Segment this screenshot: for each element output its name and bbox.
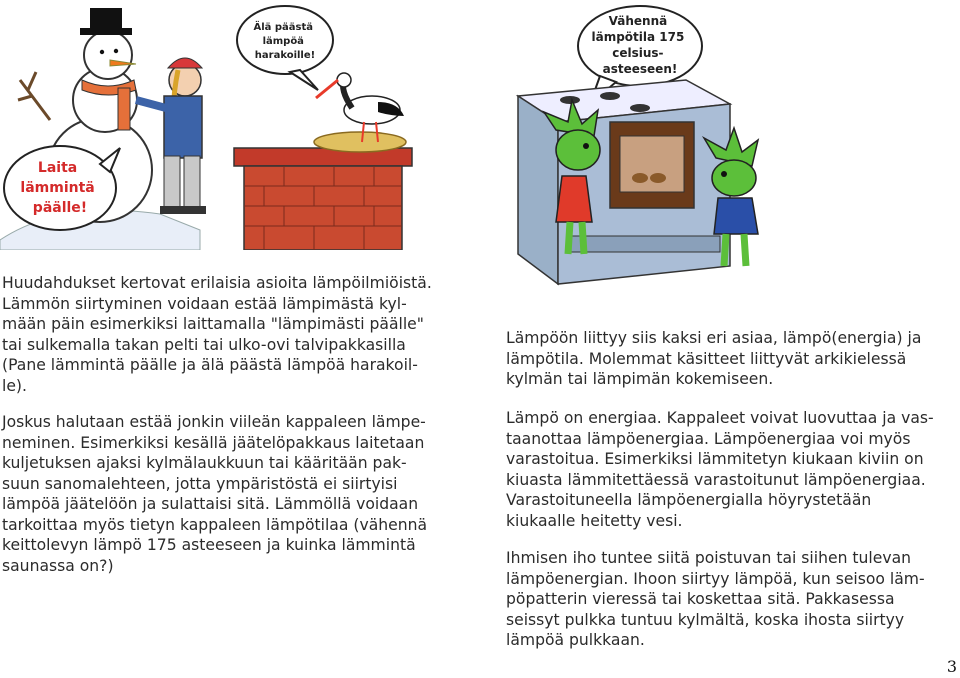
page-number: 3 <box>946 657 957 676</box>
bubble-birds-line1: Älä päästä <box>253 22 314 33</box>
speech-bubble-birds <box>237 6 333 90</box>
right-para-2: Lämpö on energiaa. Kappaleet voivat luovuttaa ja vas- taanottaa lämpöenergiaa. Lämpöenergiaa voi myös varastoitua. Esimerkiksi lämmitetyn kiukaan kiviin on kiuasta lämmitettäessä varastoitunut lämpöenergiaa. Varastoituneella lämpöenergialla höyrystetään kiukaalle heitetty vesi. <box>506 409 934 530</box>
brick-chimney <box>234 132 412 250</box>
bubble-oven-line1: Vähennä <box>608 14 668 28</box>
winter-chimney-illustration <box>0 0 480 250</box>
right-para-1: Lämpöön liittyy siis kaksi eri asiaa, lämpö(energia) ja lämpötila. Molemmat käsitteet liittyvät arkikielessä kylmän tai lämpimän kokemiseen. <box>506 329 922 388</box>
bubble-oven-line4: asteeseen! <box>602 62 678 76</box>
oven <box>518 80 730 284</box>
bubble-warm-line3: päälle! <box>32 200 88 216</box>
left-para-1: Huudahdukset kertovat erilaisia asioita lämpöilmiöistä. Lämmön siirtyminen voidaan estää lämpimästä kyl- mään päin esimerkiksi laittamalla "lämpimästi päälle" tai sulkemalla takan pelti tai ulko-ovi talvipakkasilla (Pane lämmintä päälle ja älä päästä lämpöä harakoil- le). <box>2 274 432 395</box>
bubble-birds-line3: harakoille! <box>254 50 316 61</box>
bubble-warm-line1: Laita <box>37 160 78 176</box>
right-para-3: Ihmisen iho tuntee siitä poistuvan tai siihen tulevan lämpöenergian. Ihoon siirtyy lämpöä, kun seisoo läm- pöpatterin vieressä tai koskettaa sitä. Pakkasessa seissyt pulkka tuntuu kylmältä, koska ihosta siirtyy lämpöä pulkkaan. <box>506 549 925 649</box>
bubble-oven-line3: celsius- <box>612 46 664 60</box>
bubble-birds-line2: lämpöä <box>262 36 304 47</box>
left-para-2: Joskus halutaan estää jonkin viileän kappaleen lämpe- neminen. Esimerkiksi kesällä jäätelöpakkaus laitetaan kuljetuksen ajaksi kylmälaukkuun tai kääritään pak- suun sanomalehteen, jotta ympäristöstä ei siirtyisi lämpöä jäätelöön ja sulattaisi sitä. Lämmöllä voidaan tarkoittaa myös tietyn kappaleen lämpötilaa (vähennä keittolevyn lämpö 175 asteeseen ja kuinka lämmintä saunassa on?) <box>2 413 428 575</box>
bubble-oven-line2: lämpötila 175 <box>591 30 685 44</box>
bubble-warm-line2: lämmintä <box>20 180 95 196</box>
oven-illustration <box>490 0 960 290</box>
svg-text:Älä päästä lämpöä <box>253 19 316 61</box>
